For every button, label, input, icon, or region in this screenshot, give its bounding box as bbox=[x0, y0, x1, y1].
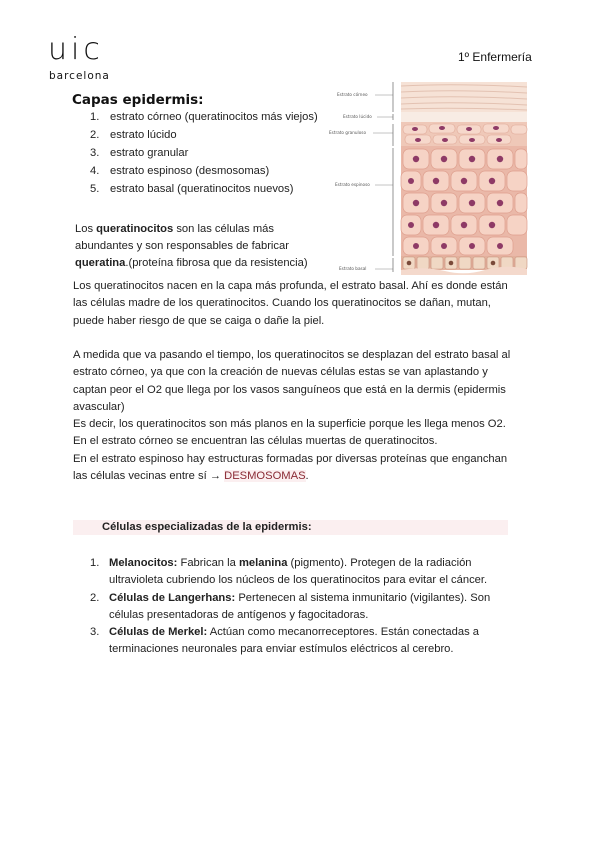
epidermis-illustration bbox=[329, 80, 527, 275]
section-title: Células especializadas de la epidermis: bbox=[102, 521, 312, 533]
paragraph-basal-origin: Los queratinocitos nacen en la capa más profunda, el estrato basal. Ahí es donde están las células madre de los queratinocitos. Cuando los queratinocitos se dañan, mutan, puede haber riesgo de que se caiga o dañe la piel. bbox=[73, 280, 508, 327]
course-label: 1º Enfermería bbox=[458, 50, 532, 64]
list-item: 3. estrato granular bbox=[90, 147, 189, 159]
cells-list bbox=[90, 555, 510, 659]
list-item: 5. estrato basal (queratinocitos nuevos) bbox=[90, 183, 294, 195]
list-item: 4. estrato espinoso (desmosomas) bbox=[90, 165, 270, 177]
logo: uic bbox=[48, 32, 104, 67]
keratinocytes-note: Los queratinocitos son las células más abundantes y son responsables de fabricar queratina.(proteína fibrosa que da resistencia) bbox=[75, 223, 308, 269]
logo-subtitle: barcelona bbox=[49, 70, 110, 82]
desmosomas-highlight: DESMOSOMAS bbox=[224, 470, 306, 483]
layers-list bbox=[90, 108, 318, 198]
paragraph-migration: A medida que va pasando el tiempo, los queratinocitos se desplazan del estrato basal al estrato córneo, ya que con la creación de nuevas células estas se van aplastando y captan peor el O2 que llega por los vasos sanguíneos que está en la dermis (epidermis avascular) Es decir, los queratinocitos son más planos en la superficie porque les llega menos O2. En el estrato córneo se encuentran las células muertas de queratinocitos. En el estrato espinoso hay estructuras formadas por diversas proteínas que enganchan las células vecinas entre sí → DESMOSOMAS. bbox=[73, 349, 511, 483]
list-item: 1. Melanocitos: Fabrican la melanina (pigmento). Protegen de la radiación ultravioleta cubriendo los núcleos de los queratinocitos para evitar el cáncer. bbox=[90, 557, 488, 587]
list-item: 2. estrato lúcido bbox=[90, 129, 177, 141]
list-item: 2. Células de Langerhans: Pertenecen al sistema inmunitario (vigilantes). Son células presentadoras de antígenos y fagocitadoras. bbox=[90, 591, 491, 621]
list-item: 3. Células de Merkel: Actúan como mecanorreceptores. Están conectadas a terminaciones neuronales para enviar estímulos eléctricos al cerebro. bbox=[90, 626, 480, 656]
layers-title: Capas epidermis: bbox=[72, 92, 204, 108]
label-corneo: Estrato córneo bbox=[337, 92, 368, 97]
label-espinoso: Estrato espinoso bbox=[335, 182, 370, 187]
label-granuloso: Estrato granuloso bbox=[329, 130, 367, 135]
list-item: 1. estrato córneo (queratinocitos más viejos) bbox=[90, 111, 318, 123]
label-basal: Estrato basal bbox=[339, 266, 367, 271]
label-lucido: Estrato lúcido bbox=[343, 114, 372, 119]
epidermis-figure bbox=[329, 80, 527, 275]
